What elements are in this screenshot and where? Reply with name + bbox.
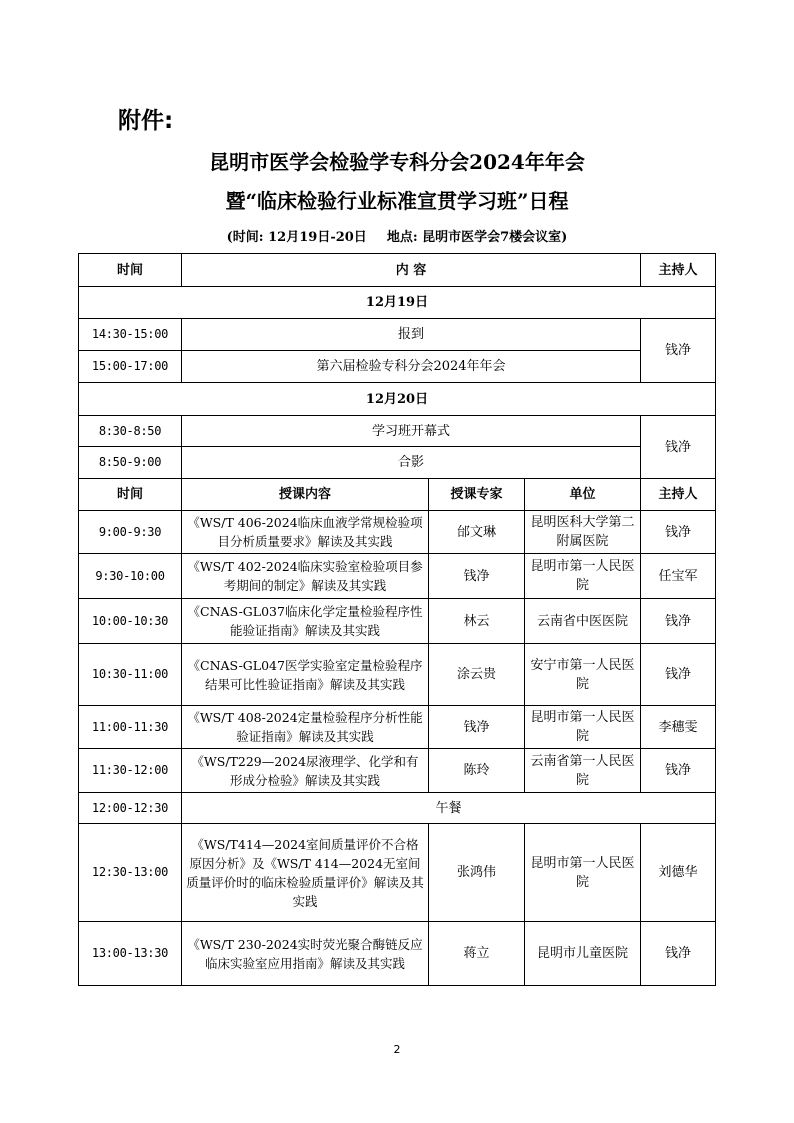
row-content: 学习班开幕式 <box>182 416 641 447</box>
header-time: 时间 <box>79 254 182 287</box>
time-location-subtitle <box>0 226 794 245</box>
header-row <box>79 479 716 511</box>
lecture-content: 《WS/T 402-2024临床实验室检验项目参考期间的制定》解读及其实践 <box>182 554 429 599</box>
lecture-time: 12:30-13:00 <box>79 824 182 922</box>
document-title-line1: 昆明市医学会检验学专科分会2024年年会 <box>209 150 585 174</box>
lecture-host: 钱净 <box>641 749 716 793</box>
date-row <box>79 287 716 319</box>
header-unit: 单位 <box>525 479 641 511</box>
table-row <box>79 447 716 479</box>
header-lecture-content: 授课内容 <box>182 479 429 511</box>
schedule-table <box>78 253 716 986</box>
lecture-host: 钱净 <box>641 644 716 706</box>
lecture-host: 钱净 <box>641 511 716 554</box>
lecture-host: 李穗雯 <box>641 706 716 749</box>
table-row <box>79 351 716 383</box>
row-content: 第六届检验专科分会2024年年会 <box>182 351 641 383</box>
lecture-unit: 昆明市第一人民医院 <box>525 554 641 599</box>
row-content: 合影 <box>182 447 641 479</box>
date-day2: 12月20日 <box>79 383 716 416</box>
row-time: 14:30-15:00 <box>79 319 182 351</box>
header-content: 内 容 <box>182 254 641 287</box>
table-row <box>79 706 716 749</box>
document-title-line2: 暨“临床检验行业标准宣贯学习班”日程 <box>225 189 569 213</box>
lecture-expert: 钱净 <box>429 706 525 749</box>
lecture-expert: 钱净 <box>429 554 525 599</box>
lecture-host: 任宝军 <box>641 554 716 599</box>
table-row <box>79 922 716 986</box>
lecture-time: 9:30-10:00 <box>79 554 182 599</box>
header-time: 时间 <box>79 479 182 511</box>
header-host: 主持人 <box>641 254 716 287</box>
table-row <box>79 599 716 644</box>
lecture-expert: 陈玲 <box>429 749 525 793</box>
lecture-content: 《WS/T414—2024室间质量评价不合格原因分析》及《WS/T 414—2024无室间质量评价时的临床检验质量评价》解读及其实践 <box>182 824 429 922</box>
lecture-content: 《WS/T 230-2024实时荧光聚合酶链反应临床实验室应用指南》解读及其实践 <box>182 922 429 986</box>
header-row <box>79 254 716 287</box>
row-content: 报到 <box>182 319 641 351</box>
row-time: 8:50-9:00 <box>79 447 182 479</box>
table-row <box>79 749 716 793</box>
lecture-time: 9:00-9:30 <box>79 511 182 554</box>
lecture-unit: 昆明医科大学第二附属医院 <box>525 511 641 554</box>
attachment-label: 附件: <box>118 108 174 134</box>
lecture-content: 《CNAS-GL037临床化学定量检验程序性能验证指南》解读及其实践 <box>182 599 429 644</box>
lecture-unit: 昆明市儿童医院 <box>525 922 641 986</box>
lecture-expert: 张鸿伟 <box>429 824 525 922</box>
row-time: 15:00-17:00 <box>79 351 182 383</box>
table-row <box>79 416 716 447</box>
page-number: 2 <box>393 1043 401 1056</box>
lecture-time: 11:00-11:30 <box>79 706 182 749</box>
date-day1: 12月19日 <box>79 287 716 319</box>
lecture-unit: 云南省中医医院 <box>525 599 641 644</box>
lecture-expert: 林云 <box>429 599 525 644</box>
subtitle-location: 地点: 昆明市医学会7楼会议室) <box>386 230 568 245</box>
table-row <box>79 644 716 706</box>
lunch-time: 12:00-12:30 <box>79 793 182 824</box>
lecture-expert: 蒋立 <box>429 922 525 986</box>
lecture-unit: 昆明市第一人民医院 <box>525 706 641 749</box>
lecture-time: 10:00-10:30 <box>79 599 182 644</box>
header-host: 主持人 <box>641 479 716 511</box>
lecture-host: 刘德华 <box>641 824 716 922</box>
lunch-row <box>79 793 716 824</box>
lecture-time: 13:00-13:30 <box>79 922 182 986</box>
lecture-content: 《CNAS-GL047医学实验室定量检验程序结果可比性验证指南》解读及其实践 <box>182 644 429 706</box>
lecture-content: 《WS/T 408-2024定量检验程序分析性能验证指南》解读及其实践 <box>182 706 429 749</box>
row-time: 8:30-8:50 <box>79 416 182 447</box>
table-row <box>79 319 716 351</box>
lecture-content: 《WS/T229—2024尿液理学、化学和有形成分检验》解读及其实践 <box>182 749 429 793</box>
header-expert: 授课专家 <box>429 479 525 511</box>
table-row <box>79 511 716 554</box>
row-host: 钱净 <box>641 416 716 479</box>
subtitle-time: (时间: 12月19日-20日 <box>226 230 367 245</box>
lecture-content: 《WS/T 406-2024临床血液学常规检验项目分析质量要求》解读及其实践 <box>182 511 429 554</box>
row-host: 钱净 <box>641 319 716 383</box>
lecture-unit: 昆明市第一人民医院 <box>525 824 641 922</box>
table-row <box>79 824 716 922</box>
lecture-time: 11:30-12:00 <box>79 749 182 793</box>
lecture-expert: 涂云贵 <box>429 644 525 706</box>
lecture-expert: 邰文琳 <box>429 511 525 554</box>
lecture-host: 钱净 <box>641 922 716 986</box>
table-row <box>79 554 716 599</box>
lunch-content: 午餐 <box>182 793 716 824</box>
lecture-unit: 云南省第一人民医院 <box>525 749 641 793</box>
lecture-time: 10:30-11:00 <box>79 644 182 706</box>
date-row <box>79 383 716 416</box>
lecture-unit: 安宁市第一人民医院 <box>525 644 641 706</box>
lecture-host: 钱净 <box>641 599 716 644</box>
